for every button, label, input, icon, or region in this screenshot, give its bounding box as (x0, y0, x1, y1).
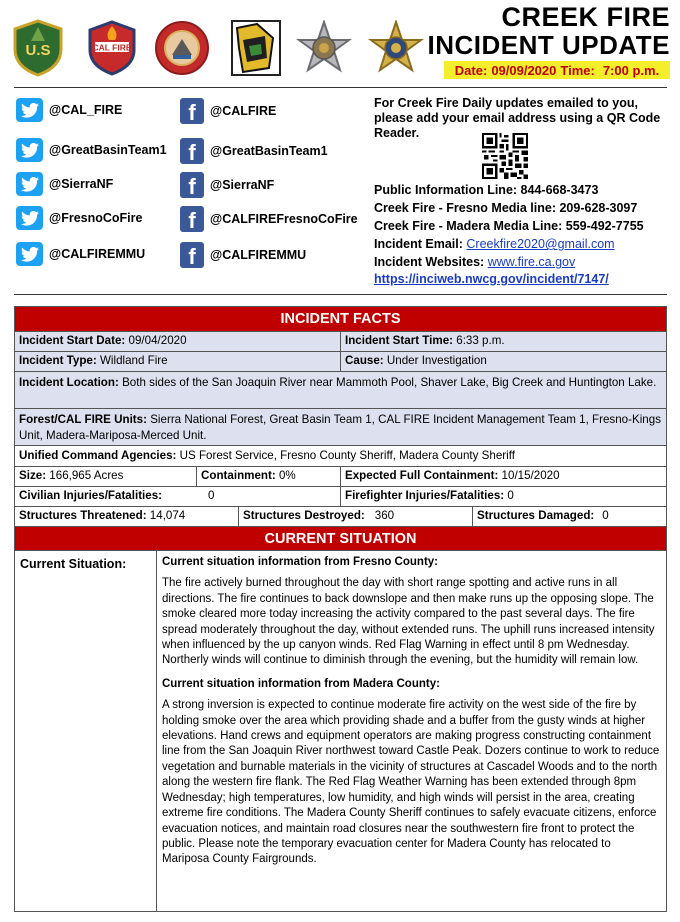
facts-row-structures (14, 507, 667, 527)
inciweb-line (374, 271, 609, 288)
email-label: Incident Email: (374, 237, 463, 251)
svg-text:CAL FIRE: CAL FIRE (92, 42, 132, 53)
time-label: Time: (560, 62, 595, 78)
threatened-label: Structures Threatened: (19, 509, 147, 522)
size-label: Size: (19, 469, 47, 482)
twitter-bird-icon (16, 206, 43, 230)
units-cell (15, 409, 666, 445)
us-forest-service-logo (8, 18, 68, 78)
location-cell (15, 372, 666, 408)
madera-sheriff-badge (294, 18, 354, 78)
email-link[interactable]: Creekfire2020@gmail.com (466, 237, 615, 251)
twitter-link-sierranf[interactable] (16, 172, 113, 196)
facebook-icon: f (180, 172, 204, 198)
expected-label: Expected Full Containment: (345, 469, 499, 482)
type-label: Incident Type: (19, 354, 97, 367)
facebook-handle: @CALFIRE (210, 104, 277, 118)
current-situation-header: CURRENT SITUATION (14, 526, 667, 551)
twitter-bird-icon (16, 242, 43, 266)
incident-facts-header: INCIDENT FACTS (14, 306, 667, 332)
date-label: Date: (454, 62, 488, 78)
madera-media-line (374, 218, 644, 235)
twitter-handle: @FresnoCoFire (49, 211, 143, 225)
facts-row-location (14, 372, 667, 409)
start-time-cell (341, 332, 666, 351)
cause-label: Cause: (345, 354, 384, 367)
facebook-handle: @CALFIREMMU (210, 248, 307, 262)
contact-divider (14, 294, 667, 295)
expected-value: 10/15/2020 (501, 469, 560, 482)
header-divider (14, 87, 667, 88)
start-time-label: Incident Start Time: (345, 334, 454, 347)
situation-content (157, 550, 666, 911)
location-value: Both sides of the San Joaquin River near Mammoth Pool, Shaver Lake, Big Creek and Huntington Lake. (122, 376, 657, 389)
damaged-label: Structures Damaged: (477, 509, 595, 522)
public-line-label: Public Information Line: (374, 183, 518, 197)
structures-damaged-cell (473, 507, 666, 526)
structures-threatened-cell (15, 507, 239, 526)
facebook-icon: f (180, 138, 204, 164)
twitter-bird-icon (16, 98, 43, 122)
date-time-bar (444, 61, 670, 79)
madera-heading: Current situation information from Madera County: (162, 677, 440, 690)
agencies-cell (15, 446, 666, 466)
facts-row-injuries (14, 487, 667, 507)
twitter-bird-icon (16, 172, 43, 196)
twitter-handle: @CAL_FIRE (49, 103, 123, 117)
start-time-value: 6:33 p.m. (456, 334, 505, 347)
situation-left-label: Current Situation: (15, 550, 157, 911)
size-value: 166,965 Acres (49, 469, 124, 482)
twitter-link-fresnocofire[interactable] (16, 206, 142, 230)
fresno-heading: Current situation information from Fresno County: (162, 556, 438, 568)
facebook-link-calfiremmu[interactable] (180, 242, 306, 268)
facebook-handle: @CALFIREFresnoCoFire (210, 212, 358, 226)
date-value: 09/09/2020 (491, 62, 557, 78)
expected-containment-cell (341, 467, 666, 486)
civilian-value: 0 (208, 489, 215, 502)
start-date-cell (15, 332, 341, 351)
cal-fire-logo (82, 18, 142, 78)
website-link-calfire[interactable]: www.fire.ca.gov (487, 255, 576, 269)
start-date-label: Incident Start Date: (19, 334, 126, 347)
twitter-link-calfiremmu[interactable] (16, 242, 145, 266)
public-line-value: 844-668-3473 (520, 183, 599, 197)
twitter-handle: @CALFIREMMU (49, 247, 146, 261)
twitter-bird-icon (16, 138, 43, 162)
threatened-value: 14,074 (149, 509, 186, 522)
facebook-link-fresnocofire[interactable] (180, 206, 358, 232)
facebook-icon: f (180, 206, 204, 232)
damaged-value: 0 (602, 509, 609, 522)
facts-row-size (14, 467, 667, 487)
destroyed-label: Structures Destroyed: (243, 509, 365, 522)
website-link-inciweb[interactable]: https://inciweb.nwcg.gov/incident/7147/ (374, 272, 609, 286)
incident-websites (374, 254, 575, 271)
madera-county-logo (152, 18, 212, 78)
type-value: Wildland Fire (99, 354, 168, 367)
facebook-handle: @GreatBasinTeam1 (210, 144, 328, 158)
civilian-injuries-cell (15, 487, 341, 506)
time-value: 7:00 p.m. (602, 62, 660, 78)
containment-label: Containment: (201, 469, 276, 482)
twitter-handle: @GreatBasinTeam1 (49, 143, 167, 157)
facebook-link-sierranf[interactable] (180, 172, 274, 198)
twitter-link-calfire[interactable] (16, 98, 122, 122)
facts-row-agencies (14, 446, 667, 467)
containment-value: 0% (278, 469, 296, 482)
agencies-value: US Forest Service, Fresno County Sheriff, Madera County Sheriff (179, 449, 515, 462)
fresno-text: The fire actively burned throughout the day with short range spotting and active runs in all directions. The fire continues to back downslope and then make runs up the opposing slope. The smoke cleared more today increasing the activity compared to the past several days. The fire spread moderately throughout the day, without extended runs. The uphill runs increased intensity when influenced by the up canyon winds. Red Flag Warning in effect until 8 pm Wednesday. Northerly winds will continue to diminish through the evening, but the humidity will remain low. (162, 577, 655, 667)
facebook-icon: f (180, 98, 204, 124)
twitter-link-greatbasin[interactable] (16, 138, 167, 162)
title-line-1: CREEK FIRE (501, 2, 670, 32)
incident-email (374, 236, 615, 253)
size-cell (15, 467, 197, 486)
firefighter-value: 0 (507, 489, 514, 502)
email-updates-note: For Creek Fire Daily updates emailed to you, please add your email address using a QR Code Reader. (374, 96, 661, 140)
fresno-media-label: Creek Fire - Fresno Media line: (374, 201, 556, 215)
fresno-sheriff-badge (366, 18, 426, 78)
facebook-link-calfire[interactable] (180, 98, 276, 124)
svg-text:U.S: U.S (25, 42, 51, 59)
facts-row-units (14, 409, 667, 446)
type-cell (15, 352, 341, 371)
twitter-handle: @SierraNF (49, 177, 114, 191)
facebook-link-greatbasin[interactable] (180, 138, 328, 164)
public-info-line (374, 182, 598, 199)
madera-text: A strong inversion is expected to continue moderate fire activity on the west side of the fire by holding smoke over the area which providing shade and a buffer from the gusty winds at higher elevations. Hand crews and equipment operators are making progress constructing containment line from the San Joaquin River northwest toward Castle Peak. Dozers continue to work to reduce vegetation and burnable materials in the vicinity of structures at Cascadel Woods and to the north along the western fire flank. The Red Flag Weather Warning has been extended through 8pm Wednesday; high temperatures, low humidity, and high winds will persist in the area, creating extreme fire conditions. The Madera County Sheriff continues to safely evacuate citizens, enforce evacuation notices, and maintain road closures near the southwestern fire front to protect the public. Please note the temporary evacuation center for Madera County has relocated to Mariposa County Fairgrounds. (162, 699, 660, 866)
facts-row-start (14, 332, 667, 352)
firefighter-label: Firefighter Injuries/Fatalities: (345, 489, 505, 502)
title-line-2: INCIDENT UPDATE (427, 30, 670, 60)
units-value: Sierra National Forest, Great Basin Team 1, CAL FIRE Incident Management Team 1, Fresno-Kings Unit, Madera-Mariposa-Merced Unit. (19, 413, 661, 442)
fresno-county-logo (226, 18, 286, 78)
fresno-media-line (374, 200, 637, 217)
fresno-media-value: 209-628-3097 (559, 201, 638, 215)
start-date-value: 09/04/2020 (128, 334, 187, 347)
websites-label: Incident Websites: (374, 255, 485, 269)
facts-row-type (14, 352, 667, 372)
structures-destroyed-cell (239, 507, 473, 526)
madera-media-label: Creek Fire - Madera Media Line: (374, 219, 563, 233)
cause-value: Under Investigation (386, 354, 487, 367)
containment-cell (197, 467, 341, 486)
qr-code[interactable] (482, 133, 528, 184)
location-label: Incident Location: (19, 376, 119, 389)
facebook-handle: @SierraNF (210, 178, 275, 192)
units-label: Forest/CAL FIRE Units: (19, 413, 147, 426)
civilian-label: Civilian Injuries/Fatalities: (19, 489, 163, 502)
current-situation-body (14, 550, 667, 912)
madera-media-value: 559-492-7755 (565, 219, 644, 233)
agencies-label: Unified Command Agencies: (19, 449, 177, 462)
destroyed-value: 360 (374, 509, 395, 522)
firefighter-injuries-cell (341, 487, 666, 506)
facebook-icon: f (180, 242, 204, 268)
cause-cell (341, 352, 666, 371)
